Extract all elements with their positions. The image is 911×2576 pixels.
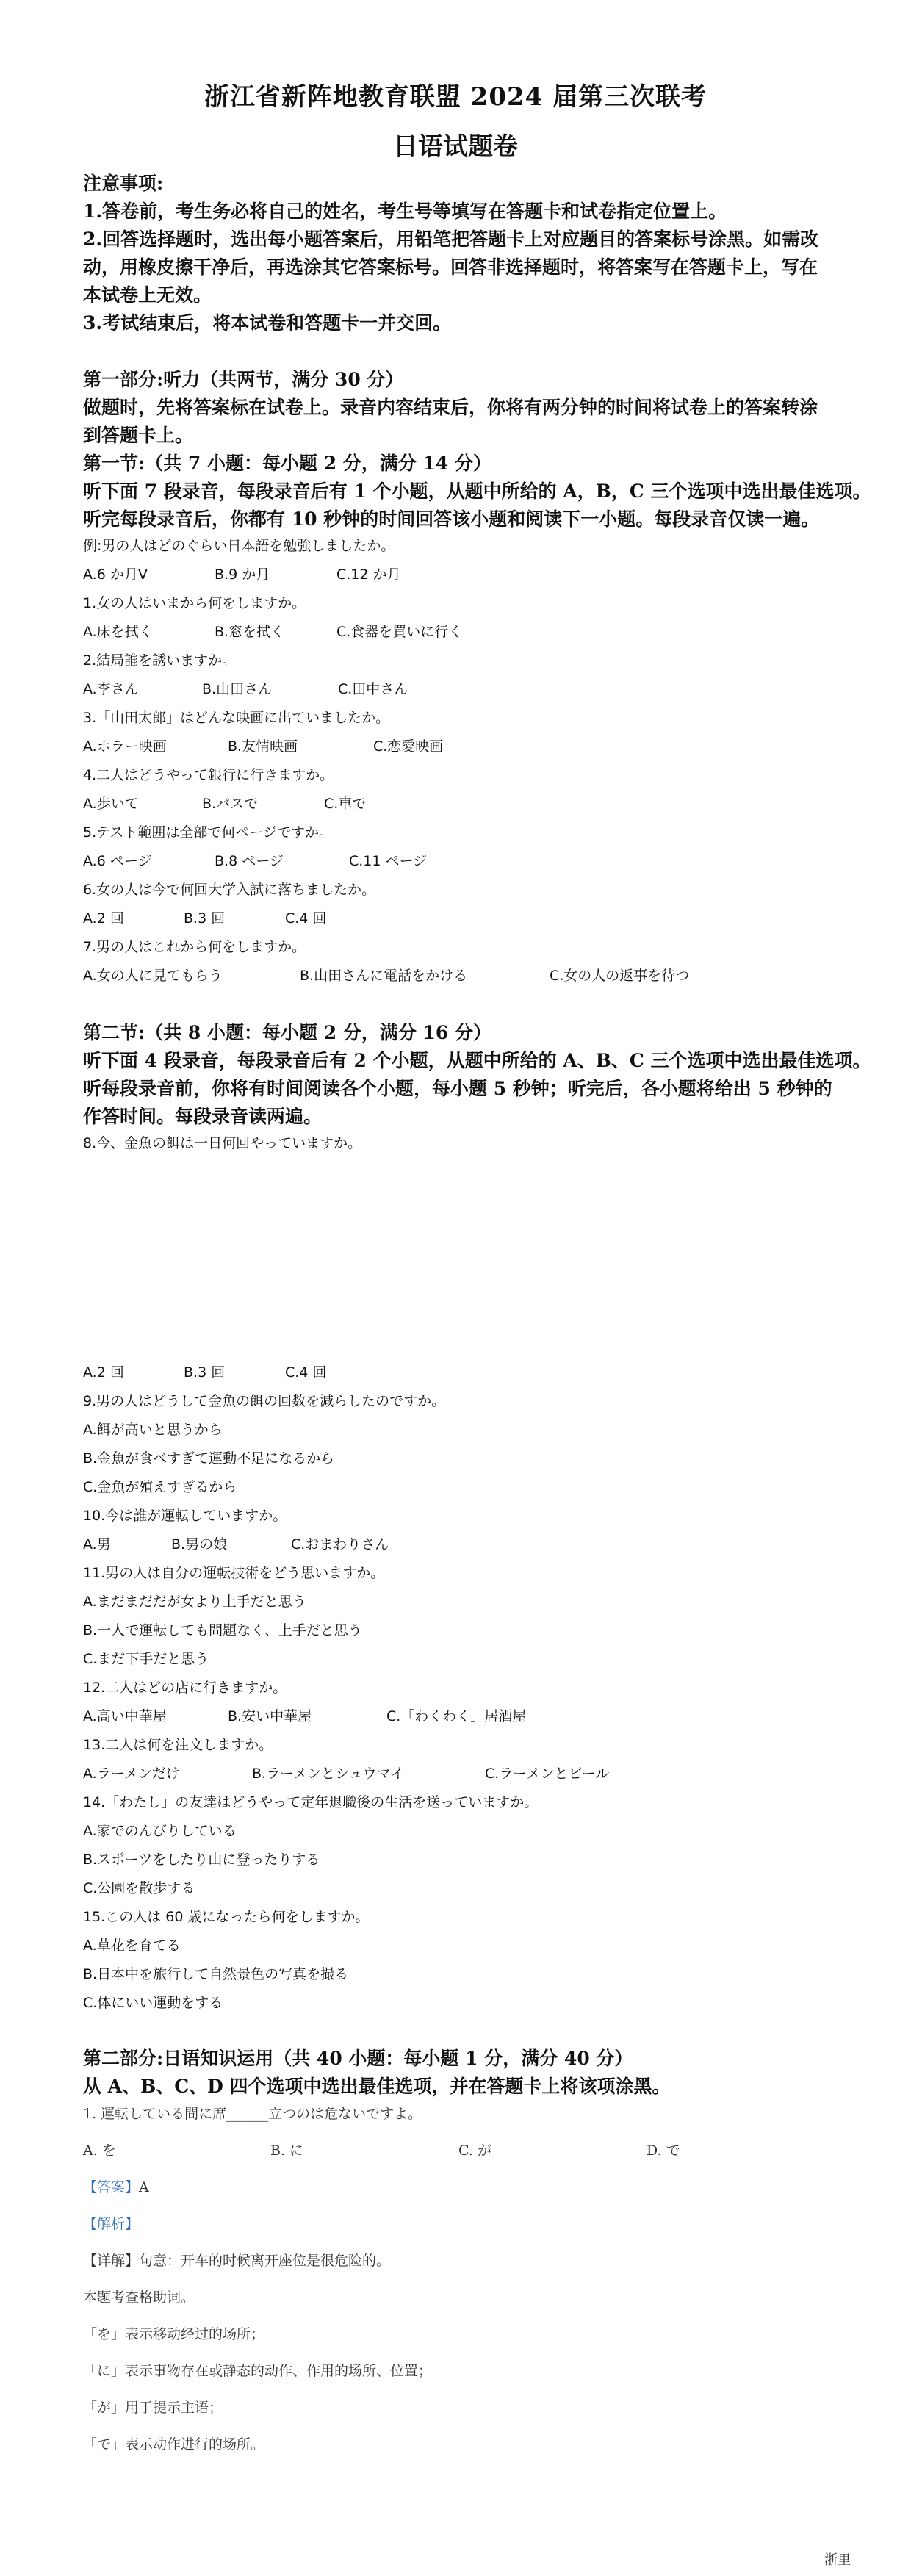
option-c: C. が bbox=[458, 2143, 491, 2159]
notice-item: 本试卷上无效。 bbox=[83, 284, 212, 306]
answer-line bbox=[83, 2176, 149, 2196]
exam-subtitle: 日语试题卷 bbox=[393, 132, 518, 162]
option-c: C.4 回 bbox=[285, 1364, 327, 1381]
option-b: B.窓を拭く bbox=[215, 624, 285, 640]
option-c: C.食器を買いに行く bbox=[336, 624, 463, 640]
option-b: B.9 か月 bbox=[215, 566, 270, 583]
option-b: B.一人で運転しても問題なく、上手だと思う bbox=[83, 1622, 362, 1638]
option-b: B.スポーツをしたり山に登ったりする bbox=[83, 1852, 320, 1868]
question: 4.二人はどうやって銀行に行きますか。 bbox=[83, 767, 334, 783]
explanation-line: 本题考查格助词。 bbox=[83, 2289, 195, 2306]
option-a: A.まだまだだが女より上手だと思う bbox=[83, 1594, 306, 1610]
option-a: A. を bbox=[83, 2143, 116, 2159]
option-c: C.体にいい運動をする bbox=[83, 1995, 223, 2011]
question: 10.今は誰が運転していますか。 bbox=[83, 1508, 287, 1524]
option-b: B.安い中華屋 bbox=[228, 1708, 312, 1724]
notice-heading: 注意事项: bbox=[83, 173, 164, 194]
option-b: B.山田さん bbox=[202, 681, 273, 697]
answer-value: A bbox=[139, 2179, 149, 2195]
option-c: C.4 回 bbox=[285, 910, 327, 927]
option-a: A.2 回 bbox=[83, 910, 124, 927]
option-c: C.おまわりさん bbox=[291, 1536, 389, 1553]
footer-mark: 浙里 bbox=[824, 2552, 851, 2568]
section1-intro: 听完每段录音后，你都有 10 秒钟的时间回答该小题和阅读下一小题。每段录音仅读一遍。 bbox=[83, 508, 820, 530]
question: 3.「山田太郎」はどんな映画に出ていましたか。 bbox=[83, 710, 390, 726]
detail-line bbox=[83, 2250, 390, 2270]
option-b: B.バスで bbox=[202, 796, 259, 812]
explanation-line: 「を」表示移动经过的场所； bbox=[83, 2326, 265, 2342]
option-c: C.「わくわく」居酒屋 bbox=[386, 1708, 527, 1724]
option-c: C.金魚が殖えすぎるから bbox=[83, 1479, 237, 1495]
part2-heading: 第二部分:日语知识运用（共 40 小题：每小题 1 分，满分 40 分） bbox=[83, 2048, 633, 2069]
exam-title: 浙江省新阵地教育联盟 2024 届第三次联考 bbox=[204, 82, 707, 112]
notice-item: 2.回答选择题时，选出每小题答案后，用铅笔把答题卡上对应题目的答案标号涂黑。如需改 bbox=[83, 229, 819, 250]
option-a: A.ホラー映画 bbox=[83, 738, 167, 755]
option-b: B.3 回 bbox=[184, 1364, 226, 1381]
option-a: A.餌が高いと思うから bbox=[83, 1422, 223, 1438]
detail-text: 句意：开车的时候离开座位是很危险的。 bbox=[139, 2253, 391, 2269]
option-b: B.山田さんに電話をかける bbox=[300, 968, 468, 984]
analysis-label: 【解析】 bbox=[83, 2216, 140, 2232]
option-a: A.高い中華屋 bbox=[83, 1708, 167, 1724]
question: 15.この人は 60 歳になったら何をしますか。 bbox=[83, 1909, 370, 1925]
section1-heading: 第一节:（共 7 小题：每小题 2 分，满分 14 分） bbox=[83, 453, 492, 474]
question: 6.女の人は今で何回大学入試に落ちましたか。 bbox=[83, 882, 376, 898]
question: 13.二人は何を注文しますか。 bbox=[83, 1737, 273, 1753]
question: 8.今、金魚の餌は一日何回やっていますか。 bbox=[83, 1135, 362, 1151]
option-a: A.草花を育てる bbox=[83, 1938, 181, 1954]
option-c: C.田中さん bbox=[338, 681, 408, 697]
option-a: A.6 か月Ⅴ bbox=[83, 566, 148, 583]
option-c: C.車で bbox=[324, 796, 367, 812]
option-a: A.男 bbox=[83, 1536, 111, 1553]
section2-intro: 听每段录音前，你将有时间阅读各个小题，每小题 5 秒钟；听完后，各小题将给出 5 秒钟的 bbox=[83, 1078, 832, 1099]
option-b: B.3 回 bbox=[184, 910, 226, 927]
part1-heading: 第一部分:听力（共两节，满分 30 分） bbox=[83, 369, 404, 390]
option-c: C.ラーメンとビール bbox=[485, 1766, 610, 1782]
option-a: A.ラーメンだけ bbox=[83, 1766, 180, 1782]
answer-label: 【答案】 bbox=[83, 2179, 140, 2195]
option-a: A.歩いて bbox=[83, 796, 139, 812]
part2-intro: 从 A、B、C、D 四个选项中选出最佳选项，并在答题卡上将该项涂黑。 bbox=[83, 2076, 671, 2097]
option-a: A.床を拭く bbox=[83, 624, 153, 640]
part1-intro: 做题时，先将答案标在试卷上。录音内容结束后，你将有两分钟的时间将试卷上的答案转涂 bbox=[83, 397, 818, 418]
option-c: C.女の人の返事を待つ bbox=[550, 968, 690, 984]
question: 11.男の人は自分の運転技術をどう思いますか。 bbox=[83, 1565, 385, 1581]
option-c: C.まだ下手だと思う bbox=[83, 1651, 209, 1667]
question: 1. 運転している間に席______立つのは危ないですよ。 bbox=[83, 2106, 422, 2122]
question: 12.二人はどの店に行きますか。 bbox=[83, 1680, 287, 1696]
option-a: A.女の人に見てもらう bbox=[83, 968, 223, 984]
question: 7.男の人はこれから何をしますか。 bbox=[83, 939, 306, 955]
notice-item: 动，用橡皮擦干净后，再选涂其它答案标号。回答非选择题时，将答案写在答题卡上，写在 bbox=[83, 256, 818, 278]
explanation-line: 「が」用于提示主语； bbox=[83, 2400, 223, 2416]
question: 5.テスト範囲は全部で何ページですか。 bbox=[83, 824, 333, 841]
example-question: 例:男の人はどのぐらい日本語を勉強しましたか。 bbox=[83, 538, 395, 554]
notice-item: 3.考试结束后，将本试卷和答题卡一并交回。 bbox=[83, 312, 452, 334]
option-a: A.李さん bbox=[83, 681, 139, 697]
option-c: C.恋愛映画 bbox=[373, 738, 444, 755]
section2-heading: 第二节:（共 8 小题：每小题 2 分，满分 16 分） bbox=[83, 1022, 492, 1043]
section2-intro: 听下面 4 段录音，每段录音后有 2 个小题，从题中所给的 A、B、C 三个选项中选出最佳选项。 bbox=[83, 1050, 871, 1071]
question: 2.結局誰を誘いますか。 bbox=[83, 652, 237, 669]
option-c: C.11 ページ bbox=[349, 853, 428, 869]
notice-item: 1.答卷前，考生务必将自己的姓名，考生号等填写在答题卡和试卷指定位置上。 bbox=[83, 201, 727, 222]
question: 14.「わたし」の友達はどうやって定年退職後の生活を送っていますか。 bbox=[83, 1794, 539, 1810]
explanation-line: 「で」表示动作进行的场所。 bbox=[83, 2436, 265, 2453]
option-c: C.公園を散歩する bbox=[83, 1880, 195, 1896]
question: 9.男の人はどうして金魚の餌の回数を減らしたのですか。 bbox=[83, 1393, 446, 1409]
section2-intro: 作答时间。每段录音读两遍。 bbox=[83, 1106, 323, 1127]
option-b: B. に bbox=[270, 2143, 304, 2159]
option-a: A.2 回 bbox=[83, 1364, 124, 1381]
option-b: B.日本中を旅行して自然景色の写真を撮る bbox=[83, 1966, 349, 1982]
option-a: A.家でのんびりしている bbox=[83, 1823, 237, 1839]
part1-intro: 到答题卡上。 bbox=[83, 425, 194, 446]
option-d: D. で bbox=[647, 2143, 680, 2159]
question: 1.女の人はいまから何をしますか。 bbox=[83, 595, 306, 611]
option-b: B.金魚が食べすぎて運動不足になるから bbox=[83, 1450, 335, 1467]
option-a: A.6 ページ bbox=[83, 853, 152, 869]
detail-label: 【详解】 bbox=[83, 2253, 140, 2269]
option-b: B.ラーメンとシュウマイ bbox=[252, 1766, 405, 1782]
explanation-line: 「に」表示事物存在或静态的动作、作用的场所、位置； bbox=[83, 2363, 433, 2379]
option-b: B.男の娘 bbox=[171, 1536, 228, 1553]
option-b: B.友情映画 bbox=[228, 738, 298, 755]
option-c: C.12 か月 bbox=[336, 566, 401, 583]
section1-intro: 听下面 7 段录音，每段录音后有 1 个小题，从题中所给的 A，B，C 三个选项中选出最佳选项。 bbox=[83, 481, 871, 502]
option-b: B.8 ページ bbox=[215, 853, 284, 869]
